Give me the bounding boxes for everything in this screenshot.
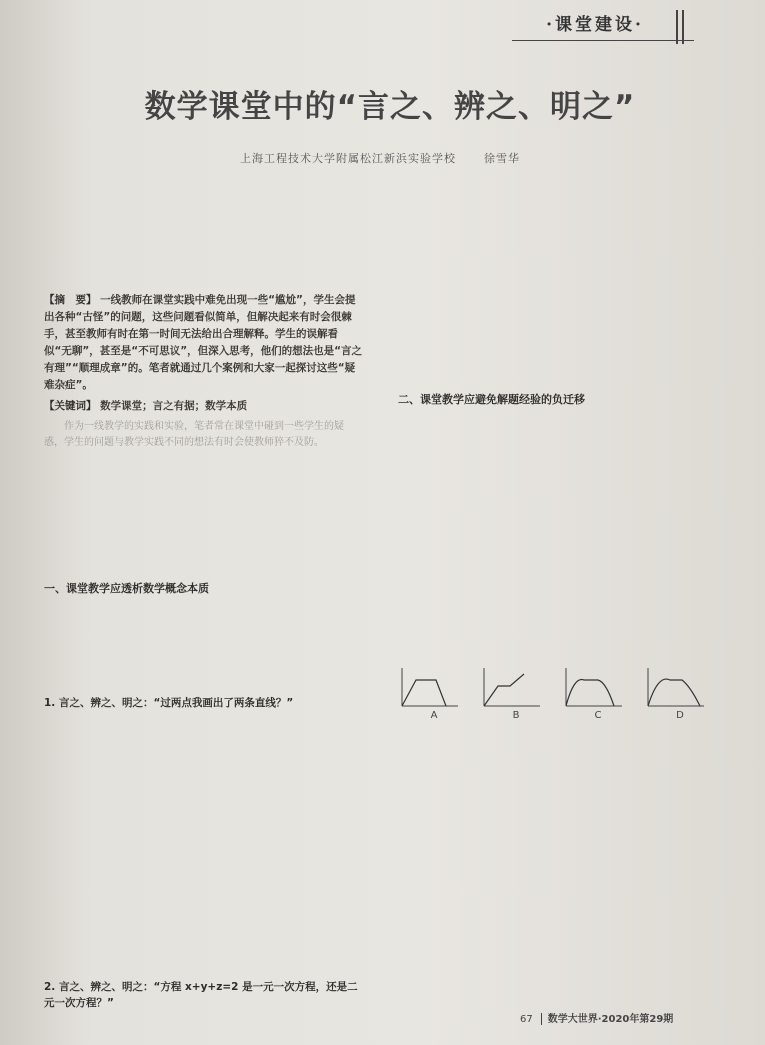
abstract-label: 【摘 要】 [44, 294, 97, 306]
magazine-issue: 数学大世界·2020年第29期 [547, 1014, 674, 1025]
intro-paragraph: 作为一线教学的实践和实验，笔者常在课堂中碰到一些学生的疑惑，学生的问题与教学实践不同的想法有时会使教师猝不及防。 [44, 421, 344, 448]
graph-label: D [676, 710, 684, 721]
graph-figure [398, 666, 716, 724]
graph-a [398, 666, 460, 716]
graph-label: B [512, 710, 520, 721]
author: 徐雪华 [484, 152, 520, 165]
subsection-heading: 1. 言之、辨之、明之：“过两点我画出了两条直线？” [44, 697, 294, 709]
abstract-text: 一线教师在课堂实践中难免出现一些“尴尬”，学生会提出各种“古怪”的问题，这些问题看似简单，但解决起来有时会很棘手，甚至教师有时在第一时间无法给出合理解释。学生的误解看似“无聊”，甚至是“不可思议”，但深入思考，他们的想法也是“言之有理”“顺理成章”的。笔者就通过几个案例和大家一起探讨这些“疑难杂症”。 [44, 294, 363, 391]
section-heading: 二、课堂教学应避免解题经验的负迁移 [398, 393, 585, 406]
footer [520, 1010, 740, 1028]
keywords-label: 【关键词】 [44, 400, 97, 412]
keywords [44, 398, 362, 415]
graph-c [562, 666, 624, 716]
graph-label: C [594, 710, 602, 721]
subsection-heading: 2. 言之、辨之、明之：“方程 x+y+z=2 是一元一次方程，还是二元一次方程？” [44, 981, 358, 1009]
header-bar [676, 10, 678, 44]
keywords-text: 数学课堂；言之有据；数学本质 [100, 400, 248, 412]
graph-label: A [430, 710, 438, 721]
footer-divider [541, 1013, 542, 1025]
header-bar [682, 10, 684, 44]
right-column [398, 292, 716, 412]
article-title: 数学课堂中的“言之、辨之、明之” [144, 89, 636, 125]
graph-d [644, 666, 706, 716]
section-tag: ·课堂建设· [546, 15, 644, 35]
graph-b [480, 666, 542, 716]
section-heading: 一、课堂教学应透析数学概念本质 [44, 582, 209, 595]
left-column [44, 292, 362, 1014]
affiliation: 上海工程技术大学附属松江新浜实验学校 [240, 152, 456, 165]
abstract [44, 292, 362, 394]
header-rule [512, 40, 694, 41]
page-number: 67 [520, 1014, 533, 1025]
byline [150, 150, 610, 170]
